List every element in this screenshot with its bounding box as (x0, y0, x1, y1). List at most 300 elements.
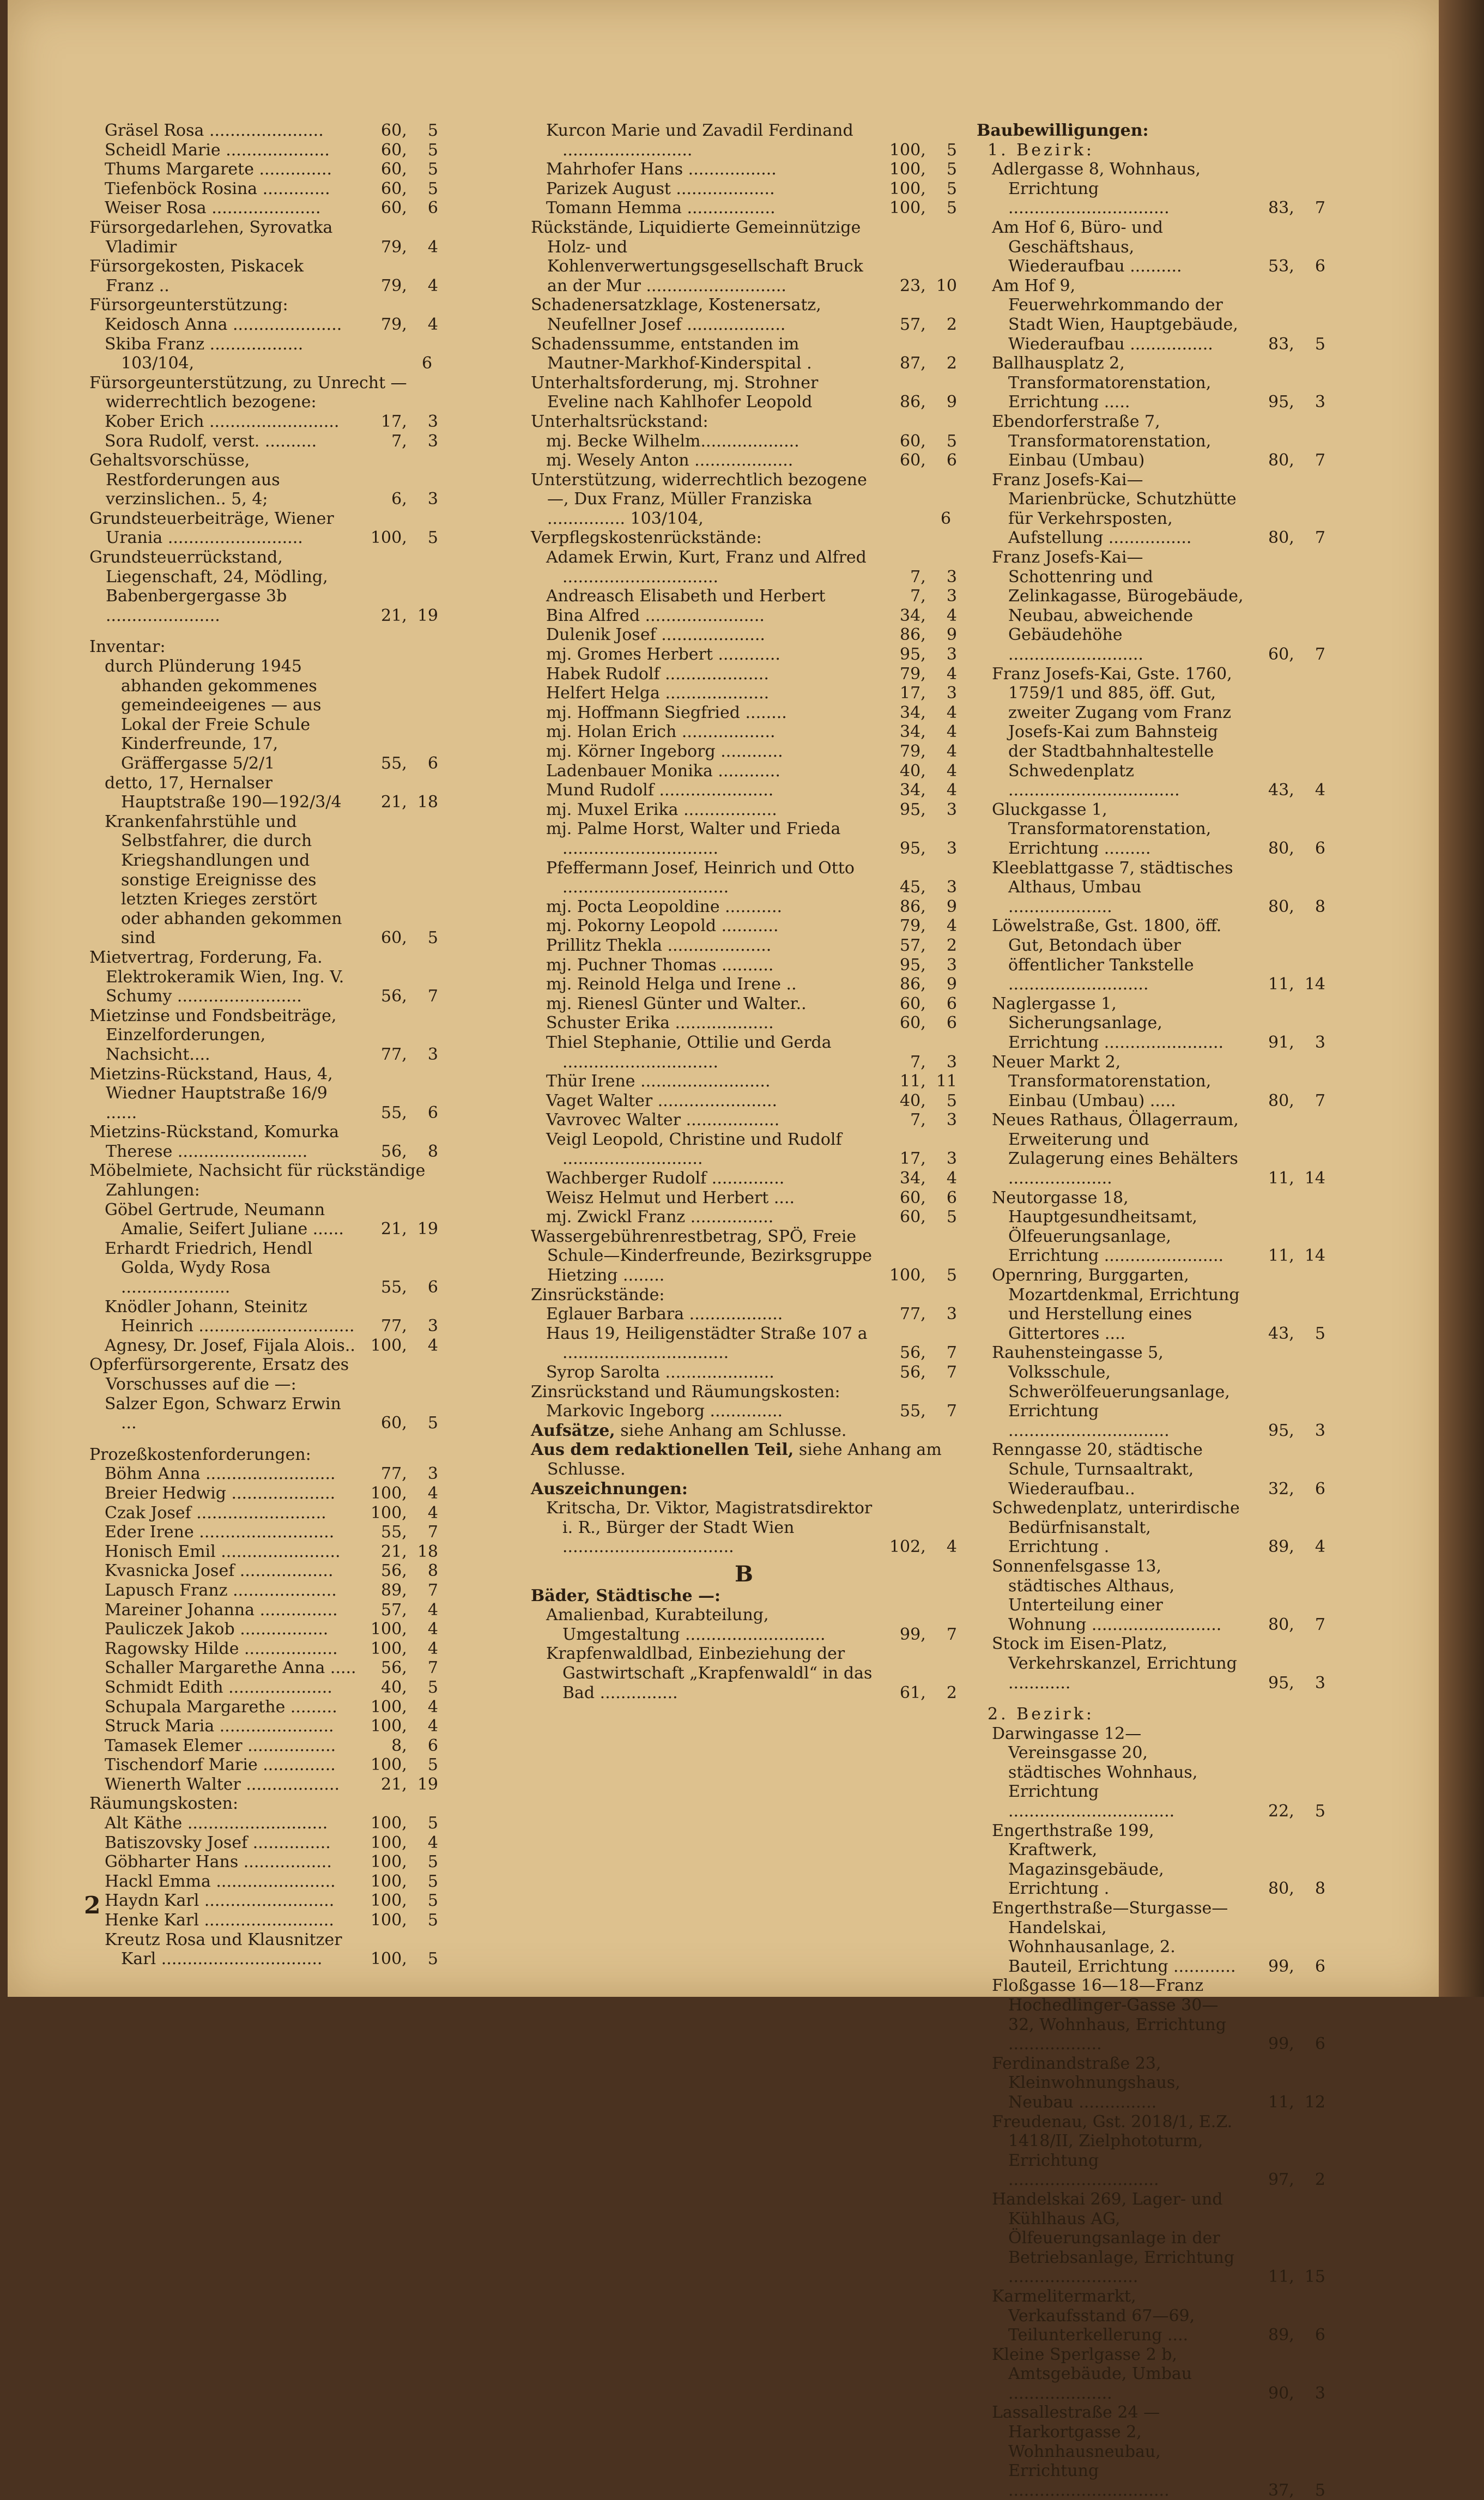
page-reference: 80, 8 (1268, 1879, 1325, 1899)
page-reference: 100, 5 (370, 1891, 438, 1911)
index-entry (89, 432, 438, 451)
page-reference: 53, 6 (1268, 257, 1325, 276)
index-entry (531, 684, 957, 703)
entry-text: Lassallestraße 24 — Harkortgasse 2, Wohnhausneubau, Errichtung ............................... (992, 2403, 1170, 2500)
page-reference: 87, 2 (900, 354, 957, 373)
index-entry (531, 625, 957, 645)
index-entry (977, 859, 1325, 917)
index-entry (977, 548, 1325, 665)
page-reference: 23, 10 (900, 276, 957, 295)
page-reference: 95, 3 (1268, 392, 1325, 412)
index-entry (977, 1053, 1325, 1111)
page-reference: 60, 6 (900, 451, 957, 470)
page-reference: 17, 3 (900, 1149, 957, 1169)
index-entry (89, 1161, 438, 1200)
index-entry (531, 160, 957, 179)
index-entry (531, 936, 957, 956)
index-entry (531, 1324, 957, 1363)
index-entry (531, 645, 957, 665)
entry-text: mj. Zwickl Franz ................ (546, 1207, 774, 1227)
page-reference: 77, 3 (381, 1317, 438, 1336)
entry-text: Mareiner Johanna ............... (105, 1600, 338, 1620)
entry-text: Weisz Helmut und Herbert .... (546, 1188, 795, 1207)
page-reference: 100, 5 (370, 1755, 438, 1775)
index-entry (89, 1122, 438, 1161)
index-entry (977, 916, 1325, 994)
entry-text: Weiser Rosa ..................... (105, 198, 321, 218)
entry-text: Franz Josefs-Kai, Gste. 1760, 1759/1 und 885, öff. Gut, zweiter Zugang vom Franz Josefs-Kai zum Bahnsteig der Stadtbahnhaltestelle Schwedenplatz ................................. (992, 664, 1232, 800)
index-entry (977, 2190, 1325, 2287)
index-entry (977, 412, 1325, 470)
index-entry (977, 1188, 1325, 1266)
page-reference: 56, 7 (381, 1658, 438, 1678)
page-reference: 100, 5 (889, 1266, 957, 1285)
index-entry (89, 1561, 438, 1581)
entry-text: Gluckgasse 1, Transformatorenstation, Errichtung ......... (992, 800, 1212, 858)
page-reference: 60, 5 (381, 121, 438, 140)
index-entry (89, 1484, 438, 1503)
index-entry (531, 1169, 957, 1188)
subheading: Inventar: (89, 637, 166, 657)
entry-text: Schaller Margarethe Anna ..... (105, 1658, 356, 1678)
entry-text: Krapfenwaldlbad, Einbeziehung der Gastwirtschaft „Krapfenwaldl“ in das Bad ............... (546, 1644, 873, 1702)
page-reference: 89, 7 (381, 1580, 438, 1600)
entry-text: Kleeblattgasse 7, städtisches Althaus, Umbau .................... (992, 858, 1233, 916)
index-entry (977, 1440, 1325, 1499)
index-entry (531, 179, 957, 199)
entry-text: Agnesy, Dr. Josef, Fijala Alois.. (105, 1336, 355, 1355)
page-reference: 86, 9 (900, 625, 957, 645)
entry-text: Möbelmiete, Nachsicht für rückständige Zahlungen: (89, 1161, 426, 1200)
index-entry (977, 800, 1325, 859)
subheading: Zinsrückstand und Räumungskosten: (531, 1382, 840, 1402)
page-reference: 100, 4 (370, 1336, 438, 1355)
entry-text: mj. Palme Horst, Walter und Frieda .............................. (546, 819, 841, 858)
index-entry (977, 1110, 1325, 1188)
entry-text: Henke Karl ......................... (105, 1911, 334, 1930)
index-entry (977, 2287, 1325, 2345)
index-entry (531, 451, 957, 470)
page-reference: 99, 7 (900, 1625, 957, 1644)
index-entry (531, 1110, 957, 1130)
page-reference: 100, 5 (889, 160, 957, 179)
page-reference: 89, 6 (1268, 2326, 1325, 2345)
index-entry (977, 1266, 1325, 1343)
page-reference: 89, 4 (1268, 1537, 1325, 1557)
entry-text: Bina Alfred ....................... (546, 606, 765, 625)
entry-text: Keidosch Anna ..................... (105, 315, 342, 334)
index-entry (531, 295, 957, 334)
index-entry (531, 1363, 957, 1382)
page-reference: 7, 3 (910, 1052, 957, 1072)
page-reference: 60, 5 (900, 431, 957, 451)
page-reference: 7, 3 (391, 431, 438, 451)
index-entry (89, 1297, 438, 1336)
index-entry (89, 1930, 438, 1969)
entry-text: mj. Körner Ingeborg ............ (546, 742, 783, 761)
section-heading: Baubewilligungen: (977, 121, 1149, 140)
index-entry (531, 1130, 957, 1169)
entry-text: Kober Erich ......................... (105, 412, 340, 431)
page-reference: 60, 5 (381, 179, 438, 198)
index-entry (977, 2054, 1325, 2112)
index-entry (977, 1499, 1325, 1557)
page-number: 2 (84, 1892, 101, 1919)
index-entry (531, 665, 957, 684)
index-entry (89, 1523, 438, 1542)
entry-text: Helfert Helga .................... (546, 684, 770, 703)
page-reference: 60, 6 (900, 994, 957, 1013)
index-entry (89, 1833, 438, 1853)
page-reference: 79, 4 (381, 276, 438, 295)
index-entry (531, 1402, 957, 1421)
entry-text: durch Plünderung 1945 abhanden gekommenes gemeindeeigenes — aus Lokal der Freie Schule Kinderfreunde, 17, Gräffergasse 5/2/1 (105, 657, 322, 773)
page-reference: 80, 7 (1268, 528, 1325, 548)
index-entry (89, 1755, 438, 1775)
page-reference: 60, 5 (381, 140, 438, 160)
index-entry (531, 742, 957, 762)
index-entry (89, 1336, 438, 1356)
index-entry (531, 956, 957, 975)
page-reference: 95, 3 (900, 955, 957, 975)
page-reference: 40, 5 (381, 1677, 438, 1697)
index-entry (531, 1091, 957, 1111)
entry-text: Lapusch Franz .................... (105, 1580, 337, 1600)
entry-text: Krankenfahrstühle und Selbstfahrer, die durch Kriegshandlungen und sonstige Ereignisse des letzten Krieges zerstört oder abhanden gekommen sind (105, 812, 342, 948)
entry-text: Naglergasse 1, Sicherungsanlage, Errichtung ....................... (992, 994, 1224, 1052)
index-entry (89, 315, 438, 335)
page-reference: 43, 5 (1268, 1324, 1325, 1343)
index-entry (531, 587, 957, 606)
index-entry (531, 1499, 957, 1557)
entry-text: mj. Holan Erich .................. (546, 722, 776, 742)
index-entry (977, 470, 1325, 548)
entry-text: Opferfürsorgerente, Ersatz des Vorschusses auf die —: (89, 1355, 349, 1394)
page-reference: 11, 14 (1268, 975, 1325, 994)
entry-text: Aufsätze, siehe Anhang am Schlusse. (531, 1421, 847, 1440)
page-reference: 6, 3 (391, 490, 438, 509)
entry-text: Hackl Emma ....................... (105, 1871, 336, 1891)
page-reference: 34, 4 (900, 703, 957, 722)
page-reference: 22, 5 (1268, 1802, 1325, 1821)
subheading: Zinsrückstände: (531, 1285, 665, 1305)
entry-text: Ballhausplatz 2, Transformatorenstation, Errichtung ..... (992, 354, 1212, 412)
index-entry (89, 1775, 438, 1795)
page-reference: 11, 11 (900, 1072, 957, 1091)
index-entry (89, 179, 438, 199)
page-reference: 34, 4 (900, 606, 957, 625)
index-entry (89, 948, 438, 1006)
page-reference: 55, 6 (381, 1278, 438, 1297)
page-reference: 21, 19 (381, 1219, 438, 1239)
entry-text: Kreutz Rosa und Klausnitzer Karl ............................... (105, 1930, 342, 1969)
index-entry (89, 198, 438, 218)
page-reference: 100, 4 (370, 1639, 438, 1658)
entry-text: Parizek August ................... (546, 179, 775, 198)
entry-text: Rückstände, Liquidierte Gemeinnützige Holz- und Kohlenverwertungsgesellschaft Bruck an der Mur ........................... (531, 218, 863, 295)
page-reference: 77, 3 (900, 1305, 957, 1324)
entry-text: Göbel Gertrude, Neumann Amalie, Seifert Juliane ...... (105, 1200, 344, 1239)
index-entry (531, 1188, 957, 1208)
entry-text: Scheidl Marie .................... (105, 140, 330, 160)
index-entry (531, 916, 957, 936)
entry-text: Batiszovsky Josef ............... (105, 1833, 331, 1852)
index-entry (89, 1006, 438, 1065)
entry-text: Gräsel Rosa ...................... (105, 121, 324, 140)
page-reference: 83, 5 (1268, 334, 1325, 354)
entry-text: Thür Irene ......................... (546, 1072, 771, 1091)
index-entry (89, 141, 438, 160)
spacer (977, 1693, 1325, 1705)
entry-text: Mietzins-Rückstand, Haus, 4, Wiedner Hauptstraße 16/9 ...... (89, 1064, 333, 1122)
index-entry (89, 812, 438, 948)
index-entry (89, 1736, 438, 1756)
page-reference: 11, 14 (1268, 1246, 1325, 1266)
index-entry (89, 1639, 438, 1659)
page-reference: 100, 4 (370, 1833, 438, 1852)
index-entry (89, 1698, 438, 1717)
index-entry (531, 1440, 957, 1479)
entry-text: Veigl Leopold, Christine und Rudolf ........................... (546, 1130, 842, 1169)
page-reference: 55, 7 (381, 1523, 438, 1542)
page-reference: 60, 6 (900, 1013, 957, 1033)
index-entry (89, 509, 438, 548)
subheading: Verpflegskostenrückstände: (531, 528, 762, 548)
page-reference: 60, 5 (381, 160, 438, 179)
page-reference: 77, 3 (381, 1464, 438, 1484)
index-entry (89, 1601, 438, 1620)
page-reference: 21, 18 (381, 1542, 438, 1561)
index-entry (89, 1872, 438, 1892)
entry-text: Handelskai 269, Lager- und Kühlhaus AG, Ölfeuerungsanlage in der Betriebsanlage, Errichtung ......................... (992, 2189, 1235, 2287)
index-entry (89, 257, 438, 295)
page-reference: 100, 5 (370, 528, 438, 548)
page-reference: 21, 18 (381, 793, 438, 812)
entry-text: Adamek Erwin, Kurt, Franz und Alfred .............................. (546, 548, 867, 587)
spacer (89, 625, 438, 637)
index-entry (531, 859, 957, 897)
index-entry (977, 1557, 1325, 1634)
entry-text: Haus 19, Heiligenstädter Straße 107 a ................................ (546, 1324, 868, 1363)
entry-text: Ebendorferstraße 7, Transformatorenstation, Einbau (Umbau) (992, 412, 1212, 470)
index-entry (531, 548, 957, 587)
index-entry (531, 703, 957, 723)
entry-text: Am Hof 9, Feuerwehrkommando der Stadt Wien, Hauptgebäude, Wiederaufbau ................ (992, 276, 1238, 354)
entry-text: Markovic Ingeborg .............. (546, 1402, 783, 1421)
page-reference: 79, 4 (900, 664, 957, 684)
index-entry (977, 665, 1325, 800)
index-entry (89, 412, 438, 432)
entry-text: Habek Rudolf .................... (546, 664, 769, 684)
index-entry (977, 2403, 1325, 2500)
page-reference: 60, 5 (381, 928, 438, 948)
entry-text: Floßgasse 16—18—Franz Hochedlinger-Gasse 30—32, Wohnhaus, Errichtung .................. (992, 1976, 1226, 2054)
section-letter: B (735, 1561, 753, 1587)
page-reference: 60, 7 (1268, 645, 1325, 665)
page-reference: 8, 6 (391, 1736, 438, 1755)
index-entry (89, 1620, 438, 1639)
entry-text: Salzer Egon, Schwarz Erwin ... (105, 1394, 341, 1433)
page-reference: 100, 5 (370, 1852, 438, 1872)
spacer (89, 1433, 438, 1445)
entry-text: Ferdinandstraße 23, Kleinwohnungshaus, Neubau ............... (992, 2054, 1180, 2112)
page-reference: 100, 4 (370, 1620, 438, 1639)
entry-text: Tomann Hemma ................. (546, 198, 776, 218)
index-entry (89, 1911, 438, 1930)
entry-text: Kritscha, Dr. Viktor, Magistratsdirektor i. R., Bürger der Stadt Wien ................................. (546, 1499, 873, 1557)
page-reference: 43, 4 (1268, 781, 1325, 800)
entry-text: Unterstützung, widerrechtlich bezogene —, Dux Franz, Müller Franziska ............... 103/104, (531, 470, 867, 528)
index-entry (531, 198, 957, 218)
entry-text: Schupala Margarethe ......... (105, 1697, 337, 1717)
index-entry (89, 373, 438, 412)
entry-text: Ragowsky Hilde .................. (105, 1639, 338, 1658)
page-reference: 80, 7 (1268, 1615, 1325, 1634)
page-reference: 11, 14 (1268, 1169, 1325, 1188)
page-reference: 56, 7 (900, 1363, 957, 1382)
page-reference: 79, 4 (900, 742, 957, 761)
page-reference: 55, 7 (900, 1402, 957, 1421)
index-entry (531, 800, 957, 820)
entry-text: Mietzinse und Fondsbeiträge, Einzelforderungen, Nachsicht.... (89, 1006, 337, 1064)
entry-text: mj. Gromes Herbert ............ (546, 645, 780, 665)
page-reference: 56, 8 (381, 1561, 438, 1581)
index-entry (89, 657, 438, 774)
index-entry (531, 1072, 957, 1091)
page-reference: 60, 5 (900, 1207, 957, 1227)
index-entry (89, 1542, 438, 1562)
page-reference: 80, 7 (1268, 1091, 1325, 1110)
page-reference: 45, 3 (900, 878, 957, 897)
entry-text: Wassergebührenrestbetrag, SPÖ, Freie Schule—Kinderfreunde, Bezirksgruppe Hietzing ........ (531, 1227, 872, 1285)
entry-text: Grundsteuerbeiträge, Wiener Urania .......................... (89, 509, 334, 548)
page-reference: 100, 5 (889, 198, 957, 218)
entry-text: mj. Becke Wilhelm................... (546, 431, 799, 451)
entry-text: Sora Rudolf, verst. .......... (105, 431, 317, 451)
index-entry (531, 218, 957, 295)
page-edge (1439, 0, 1484, 1997)
entry-text: detto, 17, Hernalser Hauptstraße 190—192/3/4 (105, 773, 342, 812)
index-entry (531, 762, 957, 781)
entry-text: Engerthstraße 199, Kraftwerk, Magazinsgebäude, Errichtung . (992, 1821, 1164, 1899)
index-entry (977, 1634, 1325, 1693)
entry-text: Kvasnicka Josef .................. (105, 1561, 334, 1581)
page-reference: 97, 2 (1268, 2170, 1325, 2190)
page-reference: 55, 6 (381, 1103, 438, 1122)
entry-text: Stock im Eisen-Platz, Verkehrskanzel, Errichtung ............ (992, 1634, 1237, 1693)
page-reference: 86, 9 (900, 392, 957, 412)
index-entry (531, 373, 957, 412)
entry-text: Vavrovec Walter .................. (546, 1110, 780, 1130)
index-entry (977, 1724, 1325, 1821)
page-reference: 99, 6 (1268, 1956, 1325, 1976)
entry-text: Mahrhofer Hans ................. (546, 160, 777, 179)
entry-text: Franz Josefs-Kai—Schottenring und Zelinkagasse, Bürogebäude, Neubau, abweichende Gebäudehöhe .......................... (992, 548, 1244, 665)
index-entry (89, 1355, 438, 1394)
index-entry (531, 121, 957, 160)
entry-text: mj. Rienesl Günter und Walter.. (546, 994, 807, 1013)
entry-text: Grundsteuerrückstand, Liegenschaft, 24, Mödling, Babenbergergasse 3b ...................... (89, 548, 328, 625)
page-reference: 61, 2 (900, 1683, 957, 1702)
entry-text: Ladenbauer Monika ............ (546, 761, 780, 781)
index-entry (531, 1227, 957, 1285)
index-entry (89, 1065, 438, 1123)
index-entry (977, 354, 1325, 412)
section-heading: Bäder, Städtische —: (531, 1586, 721, 1605)
index-entry (89, 1717, 438, 1736)
index-entry (531, 1644, 957, 1702)
entry-text: Opernring, Burggarten, Mozartdenkmal, Errichtung und Herstellung eines Gittertores .... (992, 1266, 1240, 1343)
entry-text: Mund Rudolf ...................... (546, 781, 774, 800)
entry-text: Eglauer Barbara .................. (546, 1305, 783, 1324)
entry-text: Tiefenböck Rosina ............. (105, 179, 330, 198)
index-entry (89, 218, 438, 257)
page-reference: 21, 19 (381, 1774, 438, 1794)
page-reference: 77, 3 (381, 1044, 438, 1064)
page-reference: 79, 4 (381, 237, 438, 257)
entry-text: Neues Rathaus, Öllagerraum, Erweiterung und Zulagerung eines Behälters .................... (992, 1110, 1239, 1188)
entry-text: Haydn Karl ......................... (105, 1891, 335, 1911)
entry-text: Thums Margarete .............. (105, 160, 332, 179)
page-reference: 100, 5 (370, 1949, 438, 1969)
index-entry (531, 1605, 957, 1644)
entry-text: mj. Pokorny Leopold ........... (546, 916, 779, 936)
index-entry (89, 1814, 438, 1833)
entry-text: Wachberger Rudolf .............. (546, 1169, 785, 1188)
index-column-3 (977, 121, 1325, 2500)
entry-text: Dulenik Josef .................... (546, 625, 765, 645)
entry-text: mj. Puchner Thomas .......... (546, 955, 774, 975)
index-entry (531, 819, 957, 858)
index-entry (89, 121, 438, 141)
page-reference: 7, 3 (910, 567, 957, 587)
index-entry: Unterstützung, widerrechtlich bezogene —, Dux Franz, Müller Franziska ............... 103/104, 6 (531, 470, 952, 528)
entry-text: mj. Reinold Helga und Irene .. (546, 975, 797, 994)
page-reference: 60, 6 (381, 198, 438, 218)
entry-text: Am Hof 6, Büro- und Geschäftshaus, Wiederaufbau .......... (992, 218, 1182, 276)
entry-text: Gehaltsvorschüsse, Restforderungen aus verzinslichen.. 5, 4; (89, 451, 280, 509)
page-reference: 100, 5 (889, 179, 957, 198)
page-reference: 80, 8 (1268, 897, 1325, 916)
page-reference: 34, 4 (900, 722, 957, 742)
page-reference: 100, 4 (370, 1483, 438, 1503)
index-entry (977, 1976, 1325, 2054)
entry-text: Schwedenplatz, unterirdische Bedürfnisanstalt, Errichtung . (992, 1499, 1240, 1557)
page-reference: 57, 2 (900, 935, 957, 955)
entry-text: Schuster Erika ................... (546, 1013, 774, 1033)
subheading: 2. Bezirk: (988, 1705, 1094, 1724)
index-entry (531, 606, 957, 626)
index-entry (531, 335, 957, 373)
page-reference: 17, 3 (381, 412, 438, 431)
entry-text: Vaget Walter ....................... (546, 1091, 778, 1110)
entry-text: Alt Käthe ........................... (105, 1814, 328, 1833)
page-reference: 32, 6 (1268, 1479, 1325, 1499)
entry-text: Eder Irene .......................... (105, 1523, 335, 1542)
entry-text: Pauliczek Jakob ................. (105, 1620, 329, 1639)
page-reference: 80, 7 (1268, 451, 1325, 470)
page-reference: 100, 5 (889, 140, 957, 160)
page-reference: 7, 3 (910, 587, 957, 606)
entry-text: Löwelstraße, Gst. 1800, öff. Gut, Betondach über öffentlicher Tankstelle ........................... (992, 916, 1222, 994)
index-entry (531, 1421, 957, 1441)
section-heading: Auszeichnungen: (531, 1479, 688, 1499)
entry-text: Tamasek Elemer ................. (105, 1736, 336, 1755)
index-entry (89, 774, 438, 812)
page-reference: 86, 9 (900, 975, 957, 994)
page-reference: 37, 5 (1268, 2480, 1325, 2500)
entry-text: Böhm Anna ......................... (105, 1464, 336, 1484)
